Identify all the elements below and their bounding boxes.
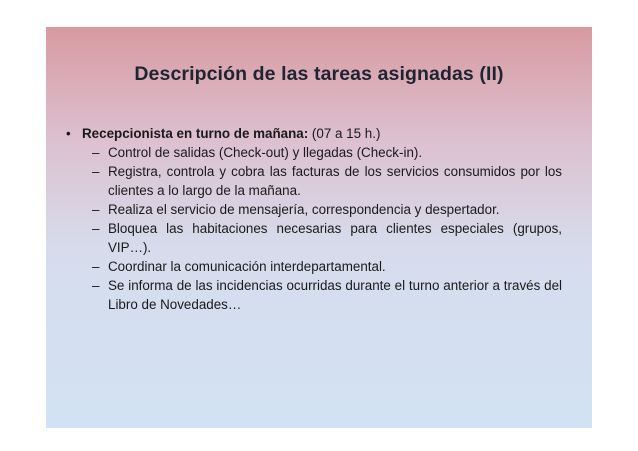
sub-item-text: Se informa de las incidencias ocurridas durante el turno anterior a través del Libro de Novedades…: [108, 278, 562, 312]
bullet-marker: •: [66, 126, 71, 141]
sub-item: [92, 276, 562, 314]
bullet-detail: (07 a 15 h.): [308, 126, 381, 141]
sub-item: [92, 219, 562, 257]
slide: [46, 27, 592, 428]
sub-item-text: Realiza el servicio de mensajería, correspondencia y despertador.: [108, 202, 500, 217]
dash-marker: –: [92, 164, 100, 179]
sub-item-text: Control de salidas (Check-out) y llegadas (Check-in).: [108, 145, 423, 160]
sub-item: [92, 200, 562, 219]
bullet-heading: Recepcionista en turno de mañana:: [82, 126, 309, 141]
bullet-text: [82, 124, 562, 143]
dash-marker: –: [92, 278, 100, 293]
dash-marker: –: [92, 202, 100, 217]
sub-item: [92, 257, 562, 276]
dash-marker: –: [92, 221, 100, 236]
bullet-item: [66, 124, 562, 143]
sub-item-text: Coordinar la comunicación interdepartamental.: [108, 259, 386, 274]
slide-title: Descripción de las tareas asignadas (II): [134, 63, 504, 85]
slide-content: [66, 124, 562, 314]
sub-list: [66, 143, 562, 314]
sub-item-text: Bloquea las habitaciones necesarias para clientes especiales (grupos, VIP…).: [108, 221, 562, 255]
sub-item: [92, 162, 562, 200]
sub-item: [92, 143, 562, 162]
dash-marker: –: [92, 145, 100, 160]
dash-marker: –: [92, 259, 100, 274]
sub-item-text: Registra, controla y cobra las facturas de los servicios consumidos por los clientes a lo largo de la mañana.: [108, 164, 562, 198]
